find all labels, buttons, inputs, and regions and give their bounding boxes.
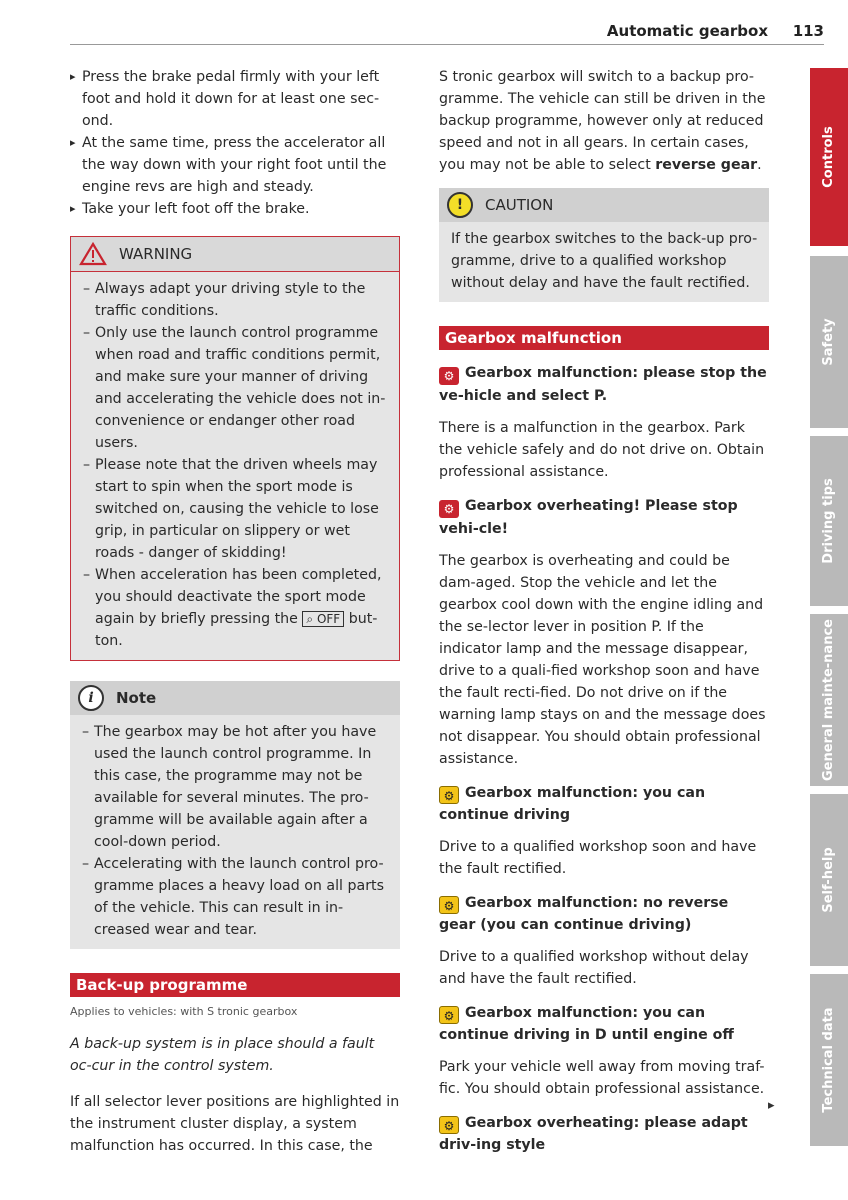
note-item: – Accelerating with the launch control pro-gramme places a heavy load on all parts of the vehicle. This can result in in-creased wear and tear. <box>82 853 390 941</box>
gearbox-warning-lamp-yellow-icon: ⚙ <box>439 1116 459 1134</box>
instruction-step: ▸ Take your left foot off the brake. <box>70 198 400 220</box>
esc-off-button-symbol <box>302 611 344 627</box>
left-column <box>70 66 400 1157</box>
caution-body <box>439 222 769 302</box>
gearbox-warning-lamp-yellow-icon: ⚙ <box>439 786 459 804</box>
message-title-text: Gearbox malfunction: you can continue driving in D until engine off <box>439 1005 734 1043</box>
message-entry <box>439 1002 769 1100</box>
instruction-step: ▸ Press the brake pedal firmly with your left foot and hold it down for at least one sec-ond. <box>70 66 400 132</box>
caution-box <box>439 188 769 302</box>
right-column <box>439 66 769 1156</box>
section-heading: Gearbox malfunction <box>439 326 769 350</box>
caution-header <box>439 188 769 222</box>
body-text: If all selector lever positions are highlighted in the instrument cluster display, a system malfunction has occurred. In this case, the <box>70 1094 400 1154</box>
message-title <box>439 1112 769 1156</box>
warning-header <box>71 237 399 272</box>
message-title <box>439 892 769 936</box>
message-entry <box>439 362 769 483</box>
tab-technical-data[interactable] <box>810 974 848 1146</box>
message-title <box>439 495 769 540</box>
warning-item <box>83 564 389 652</box>
info-icon: i <box>78 685 104 711</box>
body-text-part: S tronic gearbox will switch to a backup pro-gramme. The vehicle can still be driven in the backup programme, however only at reduced speed and not in all gears. In certain cases, you may not be able to select <box>439 69 766 173</box>
intro-text: A back-up system is in place should a fault oc-cur in the control system. <box>70 1036 375 1074</box>
body-text-part: . <box>757 157 762 173</box>
page-number: 113 <box>792 22 824 40</box>
section-heading: Back-up programme <box>70 973 400 997</box>
note-body <box>70 715 400 949</box>
gearbox-warning-lamp-yellow-icon: ⚙ <box>439 896 459 914</box>
message-entry <box>439 1112 769 1156</box>
warning-body <box>71 272 399 660</box>
esc-off-label: OFF <box>316 612 341 626</box>
caution-text: If the gearbox switches to the back-up pro-gramme, drive to a qualified workshop without delay and have the fault rectified. <box>451 231 758 291</box>
gearbox-warning-lamp-yellow-icon: ⚙ <box>439 1006 459 1024</box>
warning-item: – Please note that the driven wheels may start to spin when the sport mode is switched on, causing the vehicle to lose grip, in particular on slippery or wet roads - danger of skidding! <box>83 454 389 564</box>
message-entry <box>439 782 769 880</box>
message-title-text: Gearbox malfunction: you can continue driving <box>439 785 706 823</box>
tab-driving-tips[interactable] <box>810 436 848 606</box>
body-text-bold: reverse gear <box>655 157 758 173</box>
warning-item: – Only use the launch control programme when road and traffic conditions permit, and make sure your manner of driving and accelerating the vehicle does not in-convenience or endanger other road users. <box>83 322 389 454</box>
message-title-text: Gearbox malfunction: please stop the ve-hicle and select P. <box>439 365 767 404</box>
message-entry <box>439 892 769 990</box>
applies-to: Applies to vehicles: with S tronic gearbox <box>70 1005 298 1018</box>
page-header <box>70 22 824 45</box>
backup-section <box>70 973 400 1157</box>
message-text: There is a malfunction in the gearbox. Park the vehicle safely and do not drive on. Obtain professional assistance. <box>439 420 765 480</box>
message-title-text: Gearbox overheating! Please stop vehi-cle! <box>439 498 738 537</box>
caution-title: CAUTION <box>485 196 554 214</box>
tab-label: Controls <box>821 126 836 188</box>
warning-box <box>70 236 400 661</box>
message-title <box>439 1002 769 1046</box>
tab-safety[interactable] <box>810 256 848 428</box>
tab-label: General mainte-nance <box>821 619 836 781</box>
message-text: Drive to a qualified workshop without delay and have the fault rectified. <box>439 949 749 987</box>
message-entry <box>439 495 769 770</box>
gearbox-warning-lamp-red-icon: ⚙ <box>439 500 459 518</box>
message-title <box>439 362 769 407</box>
tab-label: Safety <box>821 318 836 366</box>
message-list <box>439 362 769 1156</box>
tab-self-help[interactable] <box>810 794 848 966</box>
body-text <box>439 66 769 176</box>
tab-label: Self-help <box>821 847 836 913</box>
esc-icon: ⌕ <box>306 612 314 626</box>
note-header <box>70 681 400 715</box>
note-box <box>70 681 400 949</box>
warning-item: – Always adapt your driving style to the traffic conditions. <box>83 278 389 322</box>
tab-general-maintenance[interactable] <box>810 614 848 786</box>
tab-label: Driving tips <box>821 478 836 564</box>
note-title: Note <box>116 689 157 707</box>
message-text: The gearbox is overheating and could be dam-aged. Stop the vehicle and let the gearbox cool down with the engine idling and the se-lector lever in position P. If the indicator lamp and the message disappear, drive to a quali-fied workshop soon and have the fault recti-fied. Do not drive on if the warning lamp stays on and the message does not disappear. You should obtain professional assistance. <box>439 553 766 767</box>
gearbox-warning-lamp-red-icon: ⚙ <box>439 367 459 385</box>
continue-arrow-icon: ▸ <box>768 1098 775 1113</box>
warning-triangle-icon <box>79 242 107 266</box>
message-title-text: Gearbox malfunction: no reverse gear (you can continue driving) <box>439 895 729 933</box>
warning-title: WARNING <box>119 245 193 263</box>
message-text: Drive to a qualified workshop soon and have the fault rectified. <box>439 839 757 877</box>
warning-item-text: When acceleration has been completed, you should deactivate the sport mode again by briefly pressing the <box>95 567 382 627</box>
tab-label: Technical data <box>821 1007 836 1113</box>
tab-controls[interactable] <box>810 68 848 246</box>
note-item: – The gearbox may be hot after you have used the launch control programme. In this case, the programme may not be available for several minutes. The pro-gramme will be available again after a cool-down period. <box>82 721 390 853</box>
warning-item-text: but-ton. <box>95 611 378 649</box>
message-title-text: Gearbox overheating: please adapt driv-ing style <box>439 1115 748 1153</box>
page-title: Automatic gearbox <box>606 22 768 40</box>
instruction-step: ▸ At the same time, press the accelerator all the way down with your right foot until the engine revs are high and steady. <box>70 132 400 198</box>
caution-icon: ! <box>447 192 473 218</box>
message-text: Park your vehicle well away from moving traf-fic. You should obtain professional assistance. <box>439 1059 765 1097</box>
message-title <box>439 782 769 826</box>
